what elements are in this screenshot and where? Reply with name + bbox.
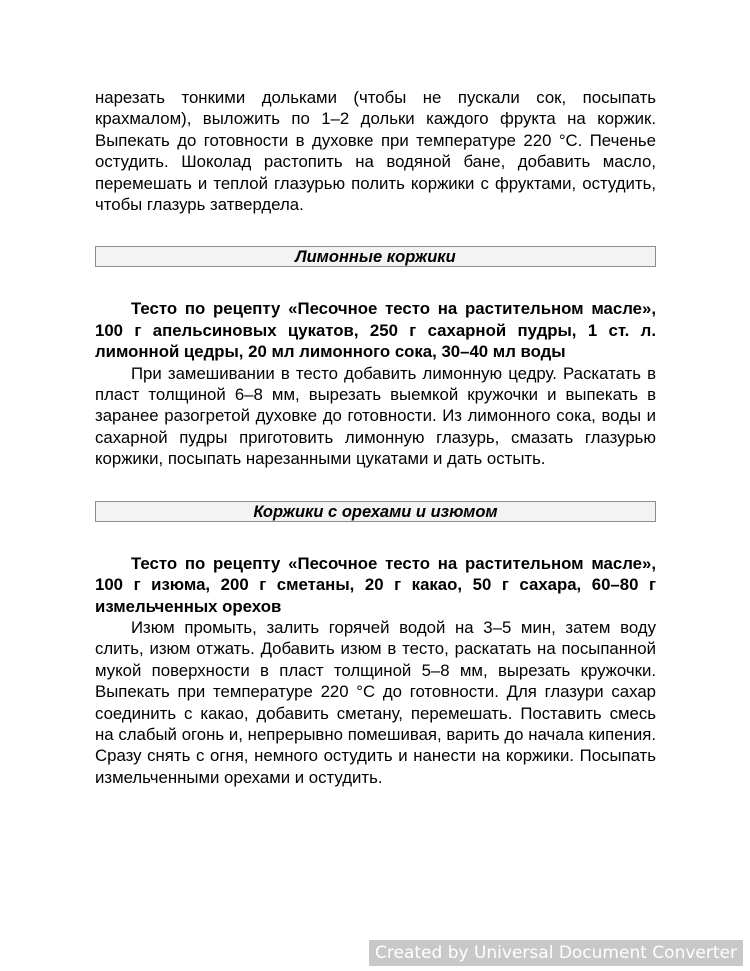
document-page — [95, 87, 656, 788]
intro-paragraph: нарезать тонкими дольками (чтобы не пускали сок, посыпать крахмалом), выложить по 1–2 дольки каждого фрукта на коржик. Выпекать до готовности в духовке при температуре 220 °С. Печенье остудить. Шоколад растопить на водяной бане, добавить масло, перемешать и теплой глазурью полить коржики с фруктами, остудить, чтобы глазурь затвердела. — [95, 88, 656, 215]
recipe-ingredients-nuts-raisins: Тесто по рецепту «Песочное тесто на растительном масле», 100 г изюма, 200 г сметаны, 20 г какао, 50 г сахара, 60–80 г измельченных орехов — [95, 553, 656, 616]
recipe-ingredients-lemon: Тесто по рецепту «Песочное тесто на растительном масле», 100 г апельсиновых цукатов, 250 г сахарной пудры, 1 ст. л. лимонной цедры, 20 мл лимонного сока, 30–40 мл воды — [95, 299, 656, 362]
recipe-title-nuts-raisins: Коржики с орехами и изюмом — [95, 501, 656, 522]
recipe-method-lemon: При замешивании в тесто добавить лимонную цедру. Раскатать в пласт толщиной 6–8 мм, вырезать выемкой кружочки и выпекать в заранее разогретой духовке до готовности. Из лимонного сока, воды и сахарной пудры приготовить лимонную глазурь, смазать глазурью коржики, посыпать нарезанными цукатами и дать остыть. — [95, 363, 656, 469]
recipe-title-lemon: Лимонные коржики — [95, 246, 656, 267]
recipe-method-nuts-raisins: Изюм промыть, залить горячей водой на 3–5 мин, затем воду слить, изюм отжать. Добавить изюм в тесто, раскатать на посыпанной мукой поверхности в пласт толщиной 5–8 мм, вырезать кружочки. Выпекать при температуре 220 °С до готовности. Для глазури сахар соединить с какао, добавить сметану, перемешать. Поставить смесь на слабый огонь и, непрерывно помешивая, варить до начала кипения. Сразу снять с огня, немного остудить и нанести на коржики. Посыпать измельченными орехами и остудить. — [95, 617, 656, 787]
watermark-banner: Created by Universal Document Converter — [369, 940, 743, 966]
